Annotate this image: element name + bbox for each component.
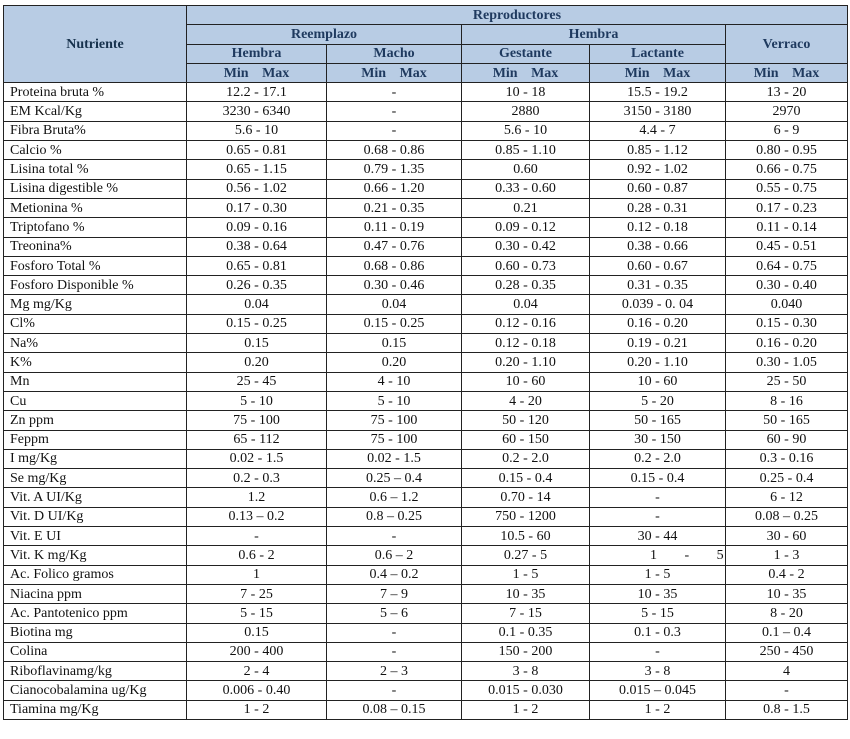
cell-lactante: 0.12 - 0.18 (590, 218, 726, 237)
nutrient-name: Calcio % (4, 141, 187, 160)
cell-lactante: 0.28 - 0.31 (590, 198, 726, 217)
cell-lactante: 0.16 - 0.20 (590, 314, 726, 333)
table-row (4, 141, 848, 160)
cell-gestante: 10.5 - 60 (462, 527, 590, 546)
cell-verraco: 0.11 - 0.14 (726, 218, 848, 237)
cell-lactante: - (590, 507, 726, 526)
nutrient-name: Triptofano % (4, 218, 187, 237)
table-row (4, 642, 848, 661)
table-row (4, 256, 848, 275)
nutrient-name: K% (4, 353, 187, 372)
header-verraco: Verraco (726, 25, 848, 64)
cell-gestante: 50 - 120 (462, 411, 590, 430)
nutrient-name: Vit. K mg/Kg (4, 546, 187, 565)
nutrient-name: Ac. Pantotenico ppm (4, 604, 187, 623)
cell-lactante: 5 - 15 (590, 604, 726, 623)
cell-verraco: - (726, 681, 848, 700)
cell-reemplazo-hembra: 12.2 - 17.1 (187, 83, 327, 102)
cell-lactante: 0.60 - 0.87 (590, 179, 726, 198)
table-row (4, 218, 848, 237)
cell-reemplazo-hembra: 0.2 - 0.3 (187, 469, 327, 488)
cell-reemplazo-hembra: 1 (187, 565, 327, 584)
cell-reemplazo-hembra: 5 - 15 (187, 604, 327, 623)
cell-lactante: 0.1 - 0.3 (590, 623, 726, 642)
cell-reemplazo-hembra: 0.65 - 0.81 (187, 141, 327, 160)
table-row (4, 584, 848, 603)
nutrient-name: Cu (4, 391, 187, 410)
cell-reemplazo-macho: 7 – 9 (327, 584, 462, 603)
cell-reemplazo-macho: - (327, 623, 462, 642)
table-row (4, 469, 848, 488)
cell-lactante: 0.20 - 1.10 (590, 353, 726, 372)
cell-reemplazo-hembra: 0.15 - 0.25 (187, 314, 327, 333)
cell-reemplazo-hembra: 0.15 (187, 334, 327, 353)
cell-verraco: 0.25 - 0.4 (726, 469, 848, 488)
cell-verraco: 6 - 9 (726, 121, 848, 140)
cell-reemplazo-hembra: 0.09 - 0.16 (187, 218, 327, 237)
cell-gestante: 0.09 - 0.12 (462, 218, 590, 237)
cell-gestante: 0.1 - 0.35 (462, 623, 590, 642)
cell-reemplazo-hembra: 3230 - 6340 (187, 102, 327, 121)
cell-gestante: 0.85 - 1.10 (462, 141, 590, 160)
cell-verraco: 0.17 - 0.23 (726, 198, 848, 217)
cell-reemplazo-hembra: 0.56 - 1.02 (187, 179, 327, 198)
cell-reemplazo-macho: - (327, 102, 462, 121)
cell-verraco: 0.16 - 0.20 (726, 334, 848, 353)
cell-lactante: 0.039 - 0. 04 (590, 295, 726, 314)
cell-reemplazo-macho: 0.79 - 1.35 (327, 160, 462, 179)
cell-gestante: 0.12 - 0.18 (462, 334, 590, 353)
cell-lactante: 30 - 44 (590, 527, 726, 546)
cell-gestante: 1 - 2 (462, 700, 590, 719)
nutrient-name: Ac. Folico gramos (4, 565, 187, 584)
cell-reemplazo-macho: - (327, 83, 462, 102)
nutrient-name: Lisina total % (4, 160, 187, 179)
nutrient-name: Tiamina mg/Kg (4, 700, 187, 719)
table-row (4, 179, 848, 198)
cell-verraco: 1 - 3 (726, 546, 848, 565)
cell-gestante: 0.28 - 0.35 (462, 276, 590, 295)
cell-reemplazo-hembra: 0.15 (187, 623, 327, 642)
table-row (4, 237, 848, 256)
cell-gestante: 4 - 20 (462, 391, 590, 410)
cell-verraco: 4 (726, 662, 848, 681)
cell-gestante: 10 - 35 (462, 584, 590, 603)
cell-reemplazo-macho: 2 – 3 (327, 662, 462, 681)
nutrient-name: Lisina digestible % (4, 179, 187, 198)
cell-lactante: 1 - 2 (590, 700, 726, 719)
cell-reemplazo-macho: 0.30 - 0.46 (327, 276, 462, 295)
cell-lactante: 3150 - 3180 (590, 102, 726, 121)
cell-verraco: 0.3 - 0.16 (726, 449, 848, 468)
cell-gestante: 10 - 60 (462, 372, 590, 391)
cell-reemplazo-hembra: 75 - 100 (187, 411, 327, 430)
cell-reemplazo-macho: 0.08 – 0.15 (327, 700, 462, 719)
cell-reemplazo-macho: 0.66 - 1.20 (327, 179, 462, 198)
cell-reemplazo-macho: - (327, 642, 462, 661)
cell-reemplazo-macho: 0.6 – 2 (327, 546, 462, 565)
nutrient-name: I mg/Kg (4, 449, 187, 468)
cell-lactante: 10 - 35 (590, 584, 726, 603)
table-row (4, 411, 848, 430)
cell-gestante: 0.15 - 0.4 (462, 469, 590, 488)
cell-verraco: 13 - 20 (726, 83, 848, 102)
nutrient-name: Treonina% (4, 237, 187, 256)
cell-verraco: 10 - 35 (726, 584, 848, 603)
nutrient-name: Proteina bruta % (4, 83, 187, 102)
cell-gestante: 0.60 (462, 160, 590, 179)
cell-verraco: 60 - 90 (726, 430, 848, 449)
cell-reemplazo-hembra: 0.65 - 0.81 (187, 256, 327, 275)
minmax-lactante: Min Max (590, 63, 726, 82)
cell-reemplazo-macho: 4 - 10 (327, 372, 462, 391)
cell-reemplazo-macho: 75 - 100 (327, 411, 462, 430)
cell-reemplazo-hembra: 0.04 (187, 295, 327, 314)
cell-reemplazo-macho: 0.25 – 0.4 (327, 469, 462, 488)
cell-lactante: - (590, 488, 726, 507)
cell-lactante: 0.31 - 0.35 (590, 276, 726, 295)
cell-verraco: 2970 (726, 102, 848, 121)
cell-reemplazo-hembra: 200 - 400 (187, 642, 327, 661)
table-row (4, 314, 848, 333)
minmax-gestante: Min Max (462, 63, 590, 82)
cell-verraco: 250 - 450 (726, 642, 848, 661)
cell-reemplazo-hembra: 0.02 - 1.5 (187, 449, 327, 468)
nutrient-name: Mg mg/Kg (4, 295, 187, 314)
cell-lactante: - (590, 642, 726, 661)
cell-lactante: 10 - 60 (590, 372, 726, 391)
nutrient-name: Zn ppm (4, 411, 187, 430)
nutrient-name: Se mg/Kg (4, 469, 187, 488)
nutrient-name: Cl% (4, 314, 187, 333)
cell-reemplazo-macho: 0.15 - 0.25 (327, 314, 462, 333)
cell-verraco: 0.45 - 0.51 (726, 237, 848, 256)
table-row (4, 83, 848, 102)
table-row (4, 546, 848, 565)
nutrient-name: Feppm (4, 430, 187, 449)
cell-lactante: 0.60 - 0.67 (590, 256, 726, 275)
cell-reemplazo-macho: 5 – 6 (327, 604, 462, 623)
cell-reemplazo-hembra: 65 - 112 (187, 430, 327, 449)
table-row (4, 391, 848, 410)
minmax-verraco: Min Max (726, 63, 848, 82)
cell-reemplazo-hembra: 0.38 - 0.64 (187, 237, 327, 256)
cell-lactante: 0.015 – 0.045 (590, 681, 726, 700)
nutrient-name: Na% (4, 334, 187, 353)
cell-reemplazo-macho: 0.21 - 0.35 (327, 198, 462, 217)
cell-reemplazo-hembra: - (187, 527, 327, 546)
cell-lactante: 0.15 - 0.4 (590, 469, 726, 488)
cell-reemplazo-hembra: 0.20 (187, 353, 327, 372)
nutrient-name: Colina (4, 642, 187, 661)
minmax-macho: Min Max (327, 63, 462, 82)
minmax-hembra: Min Max (187, 63, 327, 82)
cell-lactante: 5 - 20 (590, 391, 726, 410)
table-row (4, 565, 848, 584)
cell-verraco: 0.64 - 0.75 (726, 256, 848, 275)
cell-reemplazo-hembra: 0.26 - 0.35 (187, 276, 327, 295)
table-row (4, 662, 848, 681)
cell-reemplazo-macho: 0.02 - 1.5 (327, 449, 462, 468)
cell-reemplazo-hembra: 0.6 - 2 (187, 546, 327, 565)
table-row (4, 681, 848, 700)
cell-gestante: 2880 (462, 102, 590, 121)
cell-reemplazo-hembra: 0.006 - 0.40 (187, 681, 327, 700)
cell-reemplazo-macho: 0.04 (327, 295, 462, 314)
header-macho: Macho (327, 44, 462, 63)
cell-gestante: 1 - 5 (462, 565, 590, 584)
table-row (4, 295, 848, 314)
nutrient-name: Vit. A UI/Kg (4, 488, 187, 507)
cell-reemplazo-hembra: 1.2 (187, 488, 327, 507)
cell-lactante: 0.92 - 1.02 (590, 160, 726, 179)
cell-lactante: 1 - 5 (590, 565, 726, 584)
cell-reemplazo-macho: - (327, 121, 462, 140)
nutrient-name: Fosforo Total % (4, 256, 187, 275)
cell-gestante: 0.30 - 0.42 (462, 237, 590, 256)
cell-reemplazo-hembra: 1 - 2 (187, 700, 327, 719)
cell-verraco: 25 - 50 (726, 372, 848, 391)
cell-lactante: 0.85 - 1.12 (590, 141, 726, 160)
header-reproductores: Reproductores (187, 6, 848, 25)
cell-gestante: 0.12 - 0.16 (462, 314, 590, 333)
cell-verraco: 8 - 16 (726, 391, 848, 410)
cell-reemplazo-hembra: 5.6 - 10 (187, 121, 327, 140)
header-nutriente: Nutriente (4, 6, 187, 83)
cell-reemplazo-hembra: 0.13 – 0.2 (187, 507, 327, 526)
table-row (4, 488, 848, 507)
cell-verraco: 8 - 20 (726, 604, 848, 623)
cell-verraco: 0.040 (726, 295, 848, 314)
cell-gestante: 150 - 200 (462, 642, 590, 661)
header-gestante: Gestante (462, 44, 590, 63)
table-row (4, 334, 848, 353)
table-row (4, 604, 848, 623)
table-row (4, 276, 848, 295)
table-row (4, 102, 848, 121)
header-reemplazo: Reemplazo (187, 25, 462, 44)
cell-lactante: 0.19 - 0.21 (590, 334, 726, 353)
cell-lactante: 50 - 165 (590, 411, 726, 430)
cell-gestante: 0.21 (462, 198, 590, 217)
nutrient-name: Niacina ppm (4, 584, 187, 603)
cell-reemplazo-macho: 0.15 (327, 334, 462, 353)
table-row (4, 449, 848, 468)
header-hembra-group: Hembra (462, 25, 726, 44)
table-row (4, 160, 848, 179)
cell-gestante: 0.20 - 1.10 (462, 353, 590, 372)
cell-gestante: 5.6 - 10 (462, 121, 590, 140)
table-row (4, 507, 848, 526)
cell-verraco: 30 - 60 (726, 527, 848, 546)
cell-lactante: 4.4 - 7 (590, 121, 726, 140)
cell-gestante: 0.27 - 5 (462, 546, 590, 565)
cell-verraco: 0.8 - 1.5 (726, 700, 848, 719)
cell-gestante: 10 - 18 (462, 83, 590, 102)
cell-verraco: 0.08 – 0.25 (726, 507, 848, 526)
cell-reemplazo-macho: - (327, 527, 462, 546)
cell-reemplazo-macho: 0.47 - 0.76 (327, 237, 462, 256)
table-row (4, 623, 848, 642)
cell-verraco: 50 - 165 (726, 411, 848, 430)
cell-verraco: 0.55 - 0.75 (726, 179, 848, 198)
cell-reemplazo-macho: 0.6 – 1.2 (327, 488, 462, 507)
cell-reemplazo-macho: 0.8 – 0.25 (327, 507, 462, 526)
table-row (4, 353, 848, 372)
nutrient-name: Fibra Bruta% (4, 121, 187, 140)
cell-reemplazo-macho: - (327, 681, 462, 700)
nutrient-name: Vit. E UI (4, 527, 187, 546)
cell-reemplazo-hembra: 5 - 10 (187, 391, 327, 410)
cell-verraco: 0.80 - 0.95 (726, 141, 848, 160)
nutrient-name: Vit. D UI/Kg (4, 507, 187, 526)
cell-gestante: 3 - 8 (462, 662, 590, 681)
cell-verraco: 0.4 - 2 (726, 565, 848, 584)
cell-reemplazo-macho: 0.11 - 0.19 (327, 218, 462, 237)
cell-lactante: 0.2 - 2.0 (590, 449, 726, 468)
cell-verraco: 6 - 12 (726, 488, 848, 507)
cell-reemplazo-hembra: 0.17 - 0.30 (187, 198, 327, 217)
cell-reemplazo-macho: 0.68 - 0.86 (327, 141, 462, 160)
nutrient-name: Riboflavinamg/kg (4, 662, 187, 681)
cell-reemplazo-macho: 0.20 (327, 353, 462, 372)
cell-lactante: 30 - 150 (590, 430, 726, 449)
nutrient-name: EM Kcal/Kg (4, 102, 187, 121)
table-row (4, 527, 848, 546)
nutrient-name: Cianocobalamina ug/Kg (4, 681, 187, 700)
table-row (4, 372, 848, 391)
nutrient-name: Biotina mg (4, 623, 187, 642)
table-row (4, 700, 848, 719)
table-row (4, 198, 848, 217)
nutrient-table (3, 5, 848, 720)
cell-lactante: 1 - 5 (590, 546, 726, 565)
cell-gestante: 0.70 - 14 (462, 488, 590, 507)
cell-gestante: 0.04 (462, 295, 590, 314)
cell-gestante: 60 - 150 (462, 430, 590, 449)
cell-gestante: 0.33 - 0.60 (462, 179, 590, 198)
cell-reemplazo-macho: 5 - 10 (327, 391, 462, 410)
header-lactante: Lactante (590, 44, 726, 63)
cell-gestante: 7 - 15 (462, 604, 590, 623)
table-row (4, 430, 848, 449)
nutrient-name: Metionina % (4, 198, 187, 217)
cell-reemplazo-hembra: 25 - 45 (187, 372, 327, 391)
cell-lactante: 3 - 8 (590, 662, 726, 681)
cell-gestante: 0.60 - 0.73 (462, 256, 590, 275)
cell-reemplazo-hembra: 0.65 - 1.15 (187, 160, 327, 179)
cell-verraco: 0.66 - 0.75 (726, 160, 848, 179)
table-row (4, 121, 848, 140)
nutrient-name: Fosforo Disponible % (4, 276, 187, 295)
cell-reemplazo-hembra: 7 - 25 (187, 584, 327, 603)
nutrient-name: Mn (4, 372, 187, 391)
cell-verraco: 0.1 – 0.4 (726, 623, 848, 642)
cell-reemplazo-macho: 0.4 – 0.2 (327, 565, 462, 584)
cell-lactante: 0.38 - 0.66 (590, 237, 726, 256)
cell-reemplazo-hembra: 2 - 4 (187, 662, 327, 681)
header-hembra: Hembra (187, 44, 327, 63)
cell-reemplazo-macho: 0.68 - 0.86 (327, 256, 462, 275)
cell-verraco: 0.15 - 0.30 (726, 314, 848, 333)
cell-verraco: 0.30 - 0.40 (726, 276, 848, 295)
cell-gestante: 750 - 1200 (462, 507, 590, 526)
cell-verraco: 0.30 - 1.05 (726, 353, 848, 372)
cell-lactante: 15.5 - 19.2 (590, 83, 726, 102)
cell-gestante: 0.015 - 0.030 (462, 681, 590, 700)
cell-reemplazo-macho: 75 - 100 (327, 430, 462, 449)
cell-gestante: 0.2 - 2.0 (462, 449, 590, 468)
